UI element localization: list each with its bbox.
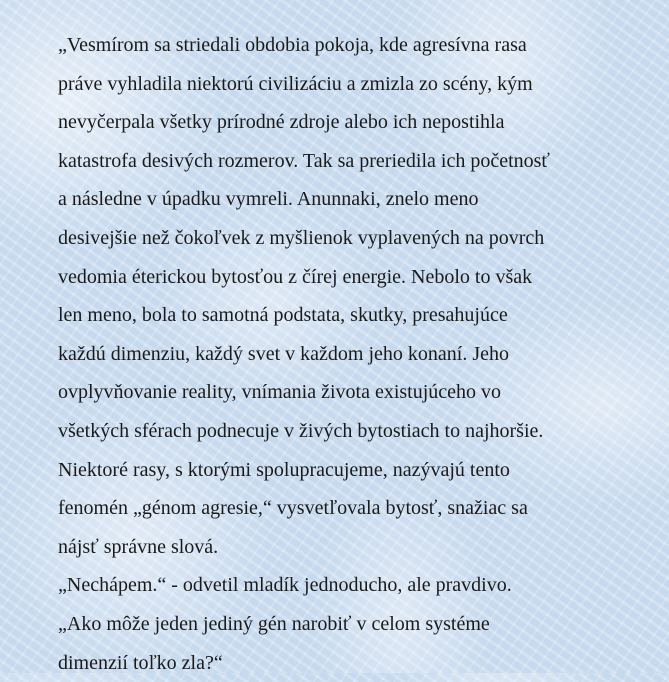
text-line: „Vesmírom sa striedali obdobia pokoja, kde agresívna rasa: [58, 26, 638, 65]
text-line: len meno, bola to samotná podstata, skutky, presahujúce: [58, 296, 638, 335]
document-text: [58, 26, 638, 682]
text-line: „Ako môže jeden jediný gén narobiť v celom systéme: [58, 605, 638, 644]
text-line: práve vyhladila niektorú civilizáciu a zmizla zo scény, kým: [58, 65, 638, 104]
text-line: dimenzií toľko zla?“: [58, 644, 638, 682]
text-line: fenomén „génom agresie,“ vysvetľovala bytosť, snažiac sa: [58, 489, 638, 528]
text-line: a následne v úpadku vymreli. Anunnaki, znelo meno: [58, 180, 638, 219]
text-line: každú dimenziu, každý svet v každom jeho konaní. Jeho: [58, 335, 638, 374]
text-line: katastrofa desivých rozmerov. Tak sa preriedila ich početnosť: [58, 142, 638, 181]
text-line: vedomia éterickou bytosťou z čírej energie. Nebolo to však: [58, 258, 638, 297]
text-line: Niektoré rasy, s ktorými spolupracujeme, nazývajú tento: [58, 451, 638, 490]
text-line: nevyčerpala všetky prírodné zdroje alebo ich nepostihla: [58, 103, 638, 142]
text-line: desivejšie než čokoľvek z myšlienok vyplavených na povrch: [58, 219, 638, 258]
text-line: všetkých sférach podnecuje v živých bytostiach to najhoršie.: [58, 412, 638, 451]
text-line: nájsť správne slová.: [58, 528, 638, 567]
text-line: ovplyvňovanie reality, vnímania života existujúceho vo: [58, 373, 638, 412]
text-line: „Nechápem.“ - odvetil mladík jednoducho, ale pravdivo.: [58, 566, 638, 605]
